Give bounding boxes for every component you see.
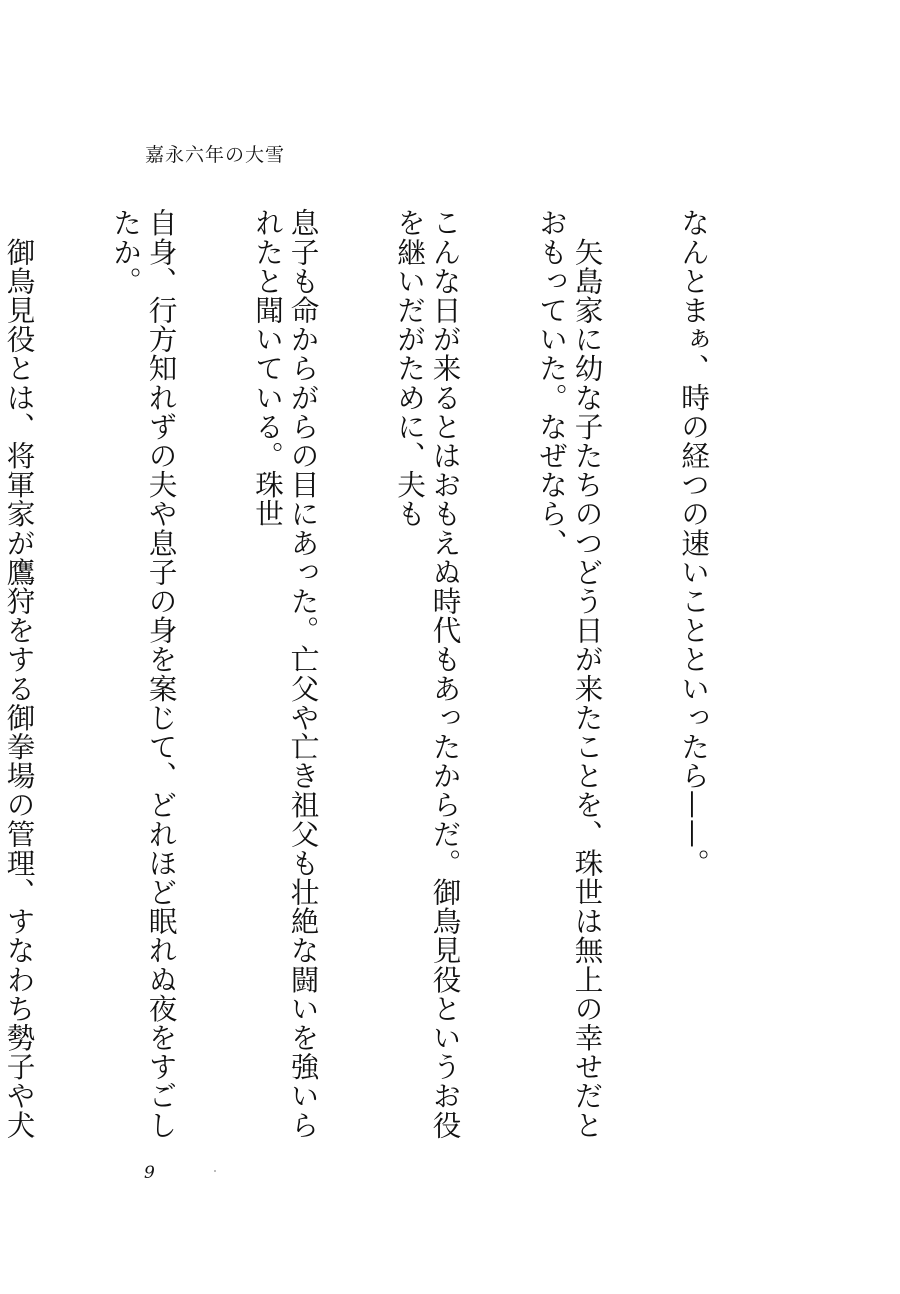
text-line-1: なんとまぁ、時の経つの速いことといったら——。 <box>677 208 711 878</box>
text-line-5: 自身、行方知れずの夫や息子の身を案じて、どれほど眠れぬ夜をすごしたか。 <box>109 208 179 1140</box>
text-line-4: 息子も命からがらの目にあった。亡父や亡き祖父も壮絶な闘いを強いられたと聞いている。珠世 <box>251 208 321 1140</box>
text-line-2: 矢島家に幼な子たちのつどう日が来たことを、珠世は無上の幸せだとおもっていた。なぜなら、 <box>535 208 605 1140</box>
text-line-6: 御鳥見役とは、将軍家が鷹狩をする御拳場の管理、すなわち勢子や犬 <box>2 237 37 1140</box>
text-line-3: こんな日が来るとはおもえぬ時代もあったからだ。御鳥見役というお役を継いだがために、夫も <box>393 208 463 1140</box>
page-number: 9 <box>144 1163 155 1183</box>
scan-speck <box>214 1170 216 1172</box>
body-text <box>0 208 782 1158</box>
running-title: 嘉永六年の大雪 <box>145 144 286 166</box>
